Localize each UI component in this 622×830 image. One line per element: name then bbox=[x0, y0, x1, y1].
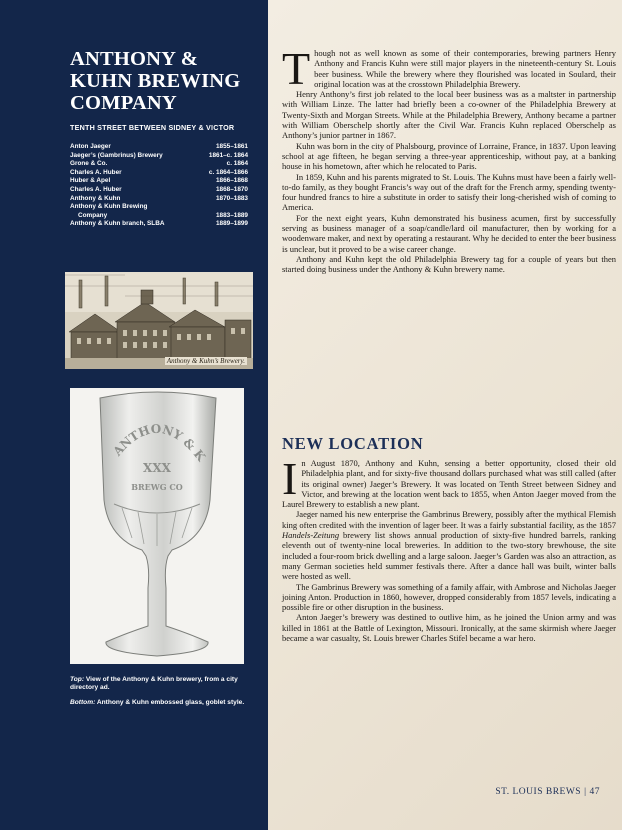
history-owner: Company bbox=[78, 211, 108, 219]
engraving-caption: Anthony & Kuhn’s Brewery. bbox=[166, 357, 245, 365]
history-years: c. 1864 bbox=[226, 160, 248, 168]
history-years: 1866–1868 bbox=[216, 177, 248, 185]
book-title: ST. LOUIS BREWS bbox=[495, 787, 582, 797]
article-paragraph: Henry Anthony’s first job related to the local beer business was as a maltster in partnership with William Linze. The latter had briefly been a co-owner of the Philadelphia Brewery at Twenty-Sixth and Morgan Streets. While at the Philadelphia Brewery, Anthony became a partner with William Oberschelp shortly after the Civil War. Francis Kuhn replaced Oberschelp as Anthony’s junior partner in 1867. bbox=[282, 89, 616, 141]
glass-inscription-top: ANTHONY & K bbox=[110, 421, 209, 464]
paragraph-text: brewery list shows annual production of sixty-five hundred barrels, ranking eleventh out of twenty-nine local breweries. In addition to the two-story brewhouse, the site included a four-room brick dwelling and a large saloon. Jaeger’s Garden was also an attraction, as many German societies held summer festivals there. After a dance hall was built, winter balls were hosted as well. bbox=[282, 530, 616, 582]
history-owner: Charles A. Huber bbox=[70, 168, 122, 176]
article-paragraph: For the next eight years, Kuhn demonstrated his business acumen, first by successfully serving as business manager of a soap/candle/lard oil manufacturer, then by working for a woodenware maker, and next by operating a restaurant. Why he decided to enter the beer business is unclear, but it proved to be a wise career change. bbox=[282, 212, 616, 254]
page-number: 47 bbox=[589, 787, 600, 797]
article-paragraph: In 1859, Kuhn and his parents migrated to St. Louis. The Kuhns must have been a fairly well-to-do family, as they bought Francis’s way out of the draft for the French army, spending twenty-four hundred francs to hire a substitute in order to satisfy their long-cherished wish of coming to America. bbox=[282, 171, 616, 213]
caption-top-lead: Top: bbox=[70, 676, 85, 683]
paragraph-text: hough not as well known as some of their contemporaries, brewing partners Henry Anthony and Francis Kuhn were still major players in the nineteenth-century St. Louis beer business. While the brewery where they flourished was located in Soulard, their original location was at the crosstown Philadelphia Brewery. bbox=[314, 48, 616, 89]
page-footer bbox=[495, 787, 600, 797]
caption-bottom-text: Anthony & Kuhn embossed glass, goblet style. bbox=[95, 698, 245, 706]
paragraph-text: Jaeger named his new enterprise the Gambrinus Brewery, possibly after the mythical Flemish king often credited with the invention of lager beer. It was a fairly substantial facility, as the 1857 bbox=[282, 509, 616, 530]
history-years: 1889–1899 bbox=[216, 220, 248, 228]
history-owner: Jaeger’s (Gambrinus) Brewery bbox=[70, 151, 163, 159]
history-owner: Anthony & Kuhn Brewing bbox=[70, 203, 148, 211]
article-column bbox=[268, 0, 622, 830]
article-paragraph bbox=[282, 43, 616, 94]
image-captions bbox=[70, 676, 252, 713]
history-row bbox=[70, 160, 248, 169]
brewery-address: TENTH STREET BETWEEN SIDNEY & VICTOR bbox=[70, 123, 235, 132]
caption-top-text: View of the Anthony & Kuhn brewery, from a city directory ad. bbox=[70, 676, 238, 692]
article-paragraph: The Gambrinus Brewery was something of a family affair, with Ambrose and Nicholas Jaeger joining Anton. Production in 1860, however, dropped considerably from 1857 levels, indicating a possible fire or other disruption in the business. bbox=[282, 581, 616, 613]
history-row bbox=[70, 152, 248, 161]
goblet-illustration bbox=[70, 388, 244, 664]
history-row bbox=[70, 220, 248, 229]
drop-cap: I bbox=[282, 453, 298, 504]
history-owner: Huber & Apel bbox=[70, 177, 111, 185]
brewery-engraving-illustration bbox=[65, 272, 253, 369]
history-years: 1855–1861 bbox=[216, 143, 248, 150]
history-row bbox=[70, 195, 248, 204]
section-heading: NEW LOCATION bbox=[282, 434, 424, 453]
history-years: 1870–1883 bbox=[216, 194, 248, 202]
footer-separator: | bbox=[584, 787, 587, 797]
brewery-title bbox=[70, 48, 260, 114]
history-owner: Grone & Co. bbox=[70, 160, 108, 168]
article-paragraph bbox=[282, 453, 616, 510]
article-paragraph bbox=[282, 509, 616, 581]
title-line: COMPANY bbox=[70, 92, 177, 114]
history-row bbox=[70, 186, 248, 195]
article-paragraph: Kuhn was born in the city of Phalsbourg, province of Lorraine, France, in 1837. Upon leaving school at age fifteen, he began serving a three-year apprenticeship, without pay, at a banking house in his hometown, after which he relocated to Paris. bbox=[282, 140, 616, 172]
title-line: KUHN BREWING bbox=[70, 70, 241, 92]
history-years: 1883–1889 bbox=[216, 211, 248, 219]
caption-bottom bbox=[70, 699, 252, 707]
history-owner: Anton Jaeger bbox=[70, 143, 111, 150]
history-owner: Charles A. Huber bbox=[70, 185, 122, 193]
sidebar-panel bbox=[0, 0, 268, 830]
history-row bbox=[70, 203, 248, 212]
glass-inscription-mid: XXX bbox=[143, 461, 171, 475]
article-paragraph: Anthony and Kuhn kept the old Philadelphia Brewery tag for a couple of years but then started doing business under the Anthony & Kuhn brewery name. bbox=[282, 253, 616, 275]
title-line: ANTHONY & bbox=[70, 48, 199, 70]
history-owner: Anthony & Kuhn bbox=[70, 194, 121, 202]
article-paragraph: Anton Jaeger’s brewery was destined to outlive him, as he joined the Union army and was killed in 1861 at the Battle of Lexington, Missouri. Ironically, at the same skirmish where Jaeger became a war casualty, St. Louis brewer Charles Stifel became a war hero. bbox=[282, 612, 616, 644]
glass-inscription-bottom: BREWG CO bbox=[131, 482, 183, 492]
history-row bbox=[70, 212, 248, 221]
article-intro bbox=[282, 43, 616, 275]
history-row bbox=[70, 177, 248, 186]
history-owner: Anthony & Kuhn branch, SLBA bbox=[70, 220, 165, 228]
publication-title: Handels-Zeitung bbox=[282, 530, 340, 541]
history-row bbox=[70, 143, 248, 152]
ownership-history bbox=[70, 143, 248, 229]
article-new-location bbox=[282, 453, 616, 644]
history-years: 1861–c. 1864 bbox=[208, 151, 248, 159]
caption-top bbox=[70, 676, 252, 693]
history-row bbox=[70, 169, 248, 178]
goblet-glass-image bbox=[70, 388, 244, 664]
history-years: 1868–1870 bbox=[216, 185, 248, 193]
caption-bottom-lead: Bottom: bbox=[70, 698, 96, 706]
drop-cap: T bbox=[282, 43, 311, 94]
paragraph-text: n August 1870, Anthony and Kuhn, sensing a better opportunity, closed their old Philadelphia plant, and for sixty-five thousand dollars purchased what was still called (after its original owner) Jaeger’s Brewery. It was located on Tenth Street between Sidney and Victor, and brewing at the location went back to 1855, when Anton Jaeger moved from the Laurel Brewery to establish a new plant. bbox=[282, 458, 616, 510]
history-years: c. 1864–1866 bbox=[208, 168, 248, 176]
brewery-engraving-image bbox=[65, 272, 253, 369]
